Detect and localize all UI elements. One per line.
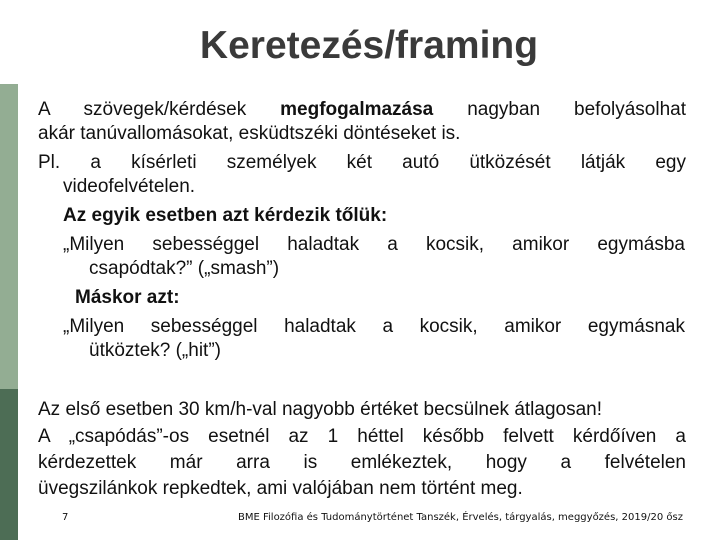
- paragraph-1-line-2: akár tanúvallomásokat, esküdtszéki döntéseket is.: [38, 123, 461, 144]
- sidebar-top-block: [0, 0, 18, 84]
- paragraph-2-line-1: Pl. a kísérleti személyek két autó ütközését látják egy: [38, 152, 686, 173]
- paragraph-2-line-2: videofelvételen.: [63, 176, 196, 197]
- sidebar-stripe: [0, 0, 18, 540]
- question-1-line-1: „Milyen sebességgel haladtak a kocsik, amikor egymásba: [63, 234, 685, 255]
- question-1-intro: Az egyik esetben azt kérdezik tőlük:: [63, 205, 388, 226]
- sidebar-middle-block: [0, 84, 18, 389]
- slide-title: Keretezés/framing: [199, 24, 539, 67]
- paragraph-1-line-1: A szövegek/kérdések megfogalmazása nagyban befolyásolhat: [38, 99, 686, 120]
- page-number: 7: [62, 512, 69, 523]
- question-2-line-2: ütköztek? („hit”): [89, 340, 221, 361]
- result-line-3: kérdezettek már arra is emlékeztek, hogy a felvételen: [38, 452, 686, 473]
- question-1-line-2: csapódtak?” („smash”): [89, 258, 280, 279]
- sidebar-bottom-block: [0, 389, 18, 540]
- result-line-1: Az első esetben 30 km/h-val nagyobb értéket becsülnek átlagosan!: [38, 399, 603, 420]
- result-line-4: üvegszilánkok repkedtek, ami valójában nem történt meg.: [38, 478, 523, 499]
- result-line-2: A „csapódás”-os esetnél az 1 héttel később felvett kérdőíven a: [38, 426, 686, 447]
- question-2-intro: Máskor azt:: [75, 287, 180, 308]
- footer-credit: BME Filozófia és Tudománytörténet Tanszék, Érvelés, tárgyalás, meggyőzés, 2019/20 ősz: [238, 512, 683, 523]
- question-2-line-1: „Milyen sebességgel haladtak a kocsik, amikor egymásnak: [63, 316, 685, 337]
